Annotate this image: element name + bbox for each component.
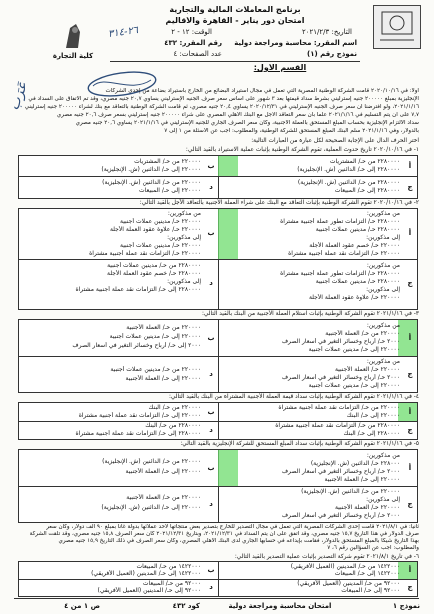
q4-prompt: ٤- في ٢٠٢١/١/١٦ تقوم الشركة الوطنية بإثبات سداد قيمة العملة الأجنبية المشتراة من البنك بالقيد التالي: (168, 394, 419, 400)
q4-option-b-line-1: ٢٢٠٠٠٠ من حـ/ البنك (148, 404, 201, 411)
exam-title: امتحان دور يناير - القاهرة والأقاليم (165, 17, 305, 25)
q3-option-b-line-2: ٢٢٠٠٠٠ إلى حـ/ مدينين عملات أجنبية (109, 333, 201, 340)
q3-option-d-line-1: ٢٢٠٠٠٠ من حـ/ مدينين عملات أجنبية (110, 366, 201, 373)
footer-code: كود ٤٣٢ (172, 602, 200, 610)
q2-option-d-line-4: ٢٢٨٠٠٠٠ إلى حـ/ التزامات نقد عملة أجنبية مشتراة (75, 286, 201, 293)
secondly-line-3: بهذا التاريخ شيكاً بالمبلغ المستحق بالدولار، فقامت بإيداعه في حسابها الجاري لدى البنك الأهلي المصري، وكان سعر الصرف في ذلك التاريخ ١٥,٩ جنيه مصري (58, 538, 419, 544)
secondly-line-2: صرف الدولار في هذا التاريخ ١٥,٧ جنيه مصري، وقد اتفق على أن يتم السداد في ٢٠٢١/١٢/٣١، وبتاريخ ٢٠٢١/١٢/٣١ كان سعر الصرف ١٥,٨ جنيه مصري، وقد تلقت الشركة (29, 531, 419, 537)
q2-option-a-line-2: ٢٢٨٠٠٠٠ حـ/ التزامات تطور عملة أجنبية مشتراة (280, 218, 400, 225)
q4-option-b-line-2: ٢٢٠٠٠٠ إلى حـ/ التزامات نقد عملة أجنبية مشتراة (78, 412, 201, 419)
handwritten-side-note: عَرَب (6, 79, 32, 113)
q3-prompt: ٣- في ٢٠٢١/١/١٦ تقوم الشركة الوطنية بإثبات استلام العملة الأجنبية من البنك بالقيد التالي: (201, 311, 419, 317)
q3-option-d-line-2: ٢٢٠٠٠٠ إلى حـ/ العملة الأجنبية (125, 375, 201, 382)
intro-line-6: بالدولار، وفي ٢٠٢١/١/١٦ سلم البنك المبلغ المستحق للشركة الوطنية، والمطلوب: أجب عن الأسئلة من ١ إلى ٧ (164, 128, 419, 134)
q2-option-c-line-3: ٢٢٨٠٠٠٠ حـ/ مدينين عملات أجنبية (315, 278, 400, 285)
q6-option-d-line-2: ٩٢٠٠٠ إلى حـ/ المدينين (العميل الأفريقي) (97, 587, 201, 594)
q5-option-a-line-4: ٢٢٠٠٠٠ إلى حـ/ العملة الأجنبية (324, 476, 400, 483)
q5-option-d-line-2: ٢٢٠٠٠٠ إلى حـ/ الدائنين (ش. الإنجليزية) (101, 504, 201, 511)
intro-line-2: الإنجليزية بمبلغ ٢٠٠٠٠٠ جنيه إسترليني بشرط سداد قيمتها بعد ٣ شهور على أساس سعر صرف الجنيه الإسترليني يساوي ٢٠,٧ جنيه مصري، وقد تم الاتفاق على السداد في (28, 96, 419, 102)
q6-option-c-line-1: ٩٢٠٠٠ من حـ/ المدينين (العميل الأفريقي) (297, 580, 400, 587)
q5-prompt: ٥- في ٢٠٢١/١/١٦ تقوم الشركة الوطنية بإثبات سداد المبلغ المستحق للشركة الإنجليزية بالقيد التالي: (180, 441, 419, 447)
q6-option-a-line-2: ١٤٢٢٠٠٠ إلى حـ/ المبيعات (334, 570, 400, 577)
college-name: كلية التجارة (52, 52, 94, 60)
q5-option-c-line-3: ٢٢٠٠٠٠ حـ/ العملة الأجنبية (334, 504, 400, 511)
university-logo (373, 5, 421, 49)
q2-option-a-line-1: من مذكورين: (366, 210, 400, 217)
q2-option-a-line-4: إلى مذكورين: (366, 234, 400, 241)
q6-option-a-line-1: ١٤٢٢٠٠٠ من حـ/ المدينين (العميل الأفريقي) (290, 563, 400, 570)
q2-option-a-line-3: ٢٢٨٠٠٠٠ حـ/ مدينين عملات أجنبية (315, 226, 400, 233)
q2-option-b-line-5: ٢٢٠٠٠٠ حـ/ مدينين عملات أجنبية (120, 242, 201, 249)
q4-options-table: أ ٢٢٠٠٠٠ من حـ/ التزامات نقد عملة أجنبية مشتراة ٢٢٠٠٠٠ إلى حـ/ البنك ب ٢٢٠٠٠٠ من حـ/ البنك ٢٢٠٠٠٠ إلى حـ/ التزامات نقد عملة أجنبية مشتراة ج ٢٢٨٠٠٠٠ من حـ/ التزامات نقد عملة أجنبية مشتراة ٢٢٨٠٠٠٠ إلى حـ/ البنك د ٢٢٨٠٠٠٠ من حـ/ البنك ٢٢٨٠٠٠٠ إلى حـ/ التزامات نقد عملة أجنبية مشتراة (18, 402, 418, 440)
q5-option-c-line-1: ٢٢٠٠٠٠ من حـ/ الدائنين (ش. الإنجليزية) (301, 488, 400, 495)
q2-option-b-line-6: ٢٢٠٠٠٠ حـ/ التزامات نقد عملة أجنبية مشتراة (89, 250, 201, 257)
q1-option-a-line-1: ٢٢٨٠٠٠٠ من حـ/ المشتريات (329, 158, 400, 165)
q2-option-b-line-3: ٢٢٠٠٠٠ حـ/ علاوة عقود العملة الأجلة (109, 226, 201, 233)
q3-options-table: أ من مذكورين: ٢٢٠٠٠٠ من حـ/ العملة الأجنبية ٢٠٠٠ حـ/ أرباح وخسائر التغير في أسعار الصرف ٢٢٠٠٠٠ إلى حـ/ مدينين عملات أجنبية ب ٢٢٠٠٠٠ من حـ/ العملة الأجنبية ٢٢٠٠٠٠ إلى حـ/ مدينين عملات أجنبية ٢٠٠٠ إلى حـ/ أرباح وخسائر التغير في أسعار الصرف ج من مذكورين: ٢٢٠٠٠٠ حـ/ العملة الأجنبية ٢٠٠٠ حـ/ أرباح وخسائر التغير في أسعار الصرف ٢٢٠٠٠٠ إلى حـ/ مدينين عملات أجنبية د ٢٢٠٠٠٠ من حـ/ مدينين عملات أجنبية ٢٢٠٠٠٠ إلى حـ/ العملة الأجنبية (18, 319, 418, 393)
course-code: رقم المقرر: ٤٣٢ (164, 39, 222, 47)
q5-option-a-line-2: ٢٢٨٠٠٠ حـ/ الدائنين (ش. الإنجليزية) (310, 460, 400, 467)
q2-option-d-line-3: إلى مذكورين: (167, 278, 201, 285)
q3-option-a-line-4: ٢٢٠٠٠٠ إلى حـ/ مدينين عملات أجنبية (308, 346, 400, 353)
intro-line-4: ٧,٧ على أن يتم التسليم في ٢٠٢١/١/١٦ علماً بأن سعر التعاقد الآجل مع البنك الأهلي المصري على شراء ٢٠٠٠٠٠ جنيه إسترليني بسعر صرف ٢٠,٦ جنيه مصري (56, 112, 419, 118)
q3-option-b-line-3: ٢٠٠٠ إلى حـ/ أرباح وخسائر التغير في أسعار الصرف (72, 342, 201, 349)
q6-options-table: أ ١٤٢٢٠٠٠ من حـ/ المدينين (العميل الأفريقي) ١٤٢٢٠٠٠ إلى حـ/ المبيعات ب ١٤٢٢٠٠٠ من حـ/ المبيعات ١٤٢٢٠٠٠ إلى حـ/ المدينين (العميل الأفريقي) ج ٩٢٠٠٠ من حـ/ المدينين (العميل الأفريقي) ٩٢٠٠٠ إلى حـ/ المبيعات د ٩٢٠٠٠ من حـ/ المبيعات ٩٢٠٠٠ إلى حـ/ المدينين (العميل الأفريقي) (18, 561, 418, 597)
q3-option-a-line-1: من مذكورين: (366, 322, 400, 329)
q2-option-b-line-1: من مذكورين: (167, 210, 201, 217)
q5-options-table: أ من مذكورين: ٢٢٨٠٠٠ حـ/ الدائنين (ش. الإنجليزية) ٢٠٠٠ حـ/ أرباح وخسائر التغير في أسعار الصرف ٢٢٠٠٠٠ إلى حـ/ العملة الأجنبية ب ٢٢٠٠٠٠ من حـ/ الدائنين (ش. الإنجليزية) ٢٢٠٠٠٠ إلى حـ/ العملة الأجنبية ج ٢٢٠٠٠٠ من حـ/ الدائنين (ش. الإنجليزية) إلى مذكورين: ٢٢٠٠٠٠ حـ/ العملة الأجنبية ٢٠٠٠ حـ/ أرباح وخسائر التغير في أسعار الصرف د ٢٢٠٠٠٠ من حـ/ العملة الأجنبية ٢٢٠٠٠٠ إلى حـ/ الدائنين (ش. الإنجليزية) (18, 449, 418, 523)
footer-page: ص ١ من ٤ (64, 602, 100, 610)
q6-option-b-line-1: ١٤٢٢٠٠٠ من حـ/ المبيعات (136, 563, 201, 570)
college-logo (56, 22, 90, 50)
exam-date: التاريخ: ٢٠٢١/٢/٣ (301, 28, 352, 36)
q1-option-a-line-2: ٢٢٨٠٠٠٠ إلى حـ/ الدائنين (ش. الإنجليزية) (297, 166, 400, 173)
intro-line-3: ٢٠٢١/١/١٦، ولو افترضنا أن سعر صرف الجنيه الإسترليني في ٢٠٢٠/١٢/٣١ يساوي ٢٠,٤ جنيه مصري، ثم قامت الشركة الوطنية بالتعاقد مع بنك لشراء ٢٠٠٠٠٠ جنيه إسترليني (24, 104, 419, 110)
q5-option-b-line-1: ٢٢٠٠٠٠ من حـ/ الدائنين (ش. الإنجليزية) (102, 458, 201, 465)
q2-option-c-line-5: ٢٢٠٠٠٠ حـ/ علاوة عقود العملة الأجلة (308, 294, 400, 301)
handwritten-code: ٢٦-٣١٤ (107, 24, 139, 41)
q2-option-b-line-4: إلى مذكورين: (167, 234, 201, 241)
q6-option-c-line-2: ٩٢٠٠٠ إلى حـ/ المبيعات (341, 587, 400, 594)
q1-option-c-line-2: ٢٢٨٠٠٠٠ إلى حـ/ المبيعات (334, 187, 400, 194)
q2-option-a-line-5: ٢٢٠٠٠٠ حـ/ خصم عقود العملة الأجلة (309, 242, 400, 249)
q4-option-c-line-2: ٢٢٨٠٠٠٠ إلى حـ/ البنك (343, 430, 400, 437)
q3-option-c-line-3: ٢٠٠٠ حـ/ أرباح وخسائر التغير في أسعار الصرف (281, 374, 400, 381)
intro-line-1: أولاً: في ٢٠٢٠/١٠/١٦ قامت الشركة الوطنية المصرية التي تعمل في مجال استيراد البضائع من الخارج باستيراد بضاعة من إحدى الشركات (105, 88, 419, 94)
q6-option-d-line-1: ٩٢٠٠٠ من حـ/ المبيعات (142, 580, 201, 587)
exam-time: الوقت: ١٢ - ٢ (171, 28, 212, 36)
q5-option-d-line-1: ٢٢٠٠٠٠ من حـ/ العملة الأجنبية (126, 494, 201, 501)
q2-option-c-line-4: إلى مذكورين: (366, 286, 400, 293)
q1-options-table: أ ٢٢٨٠٠٠٠ من حـ/ المشتريات ٢٢٨٠٠٠٠ إلى حـ/ الدائنين (ش. الإنجليزية) ب ٢٢٠٠٠٠ من حـ/ المشتريات ٢٢٠٠٠٠ إلى حـ/ الدائنين (ش. الإنجليزية) ج ٢٢٨٠٠٠٠ من حـ/ الدائنين (ش. الإنجليزية) ٢٢٨٠٠٠٠ إلى حـ/ المبيعات د ٢٢٠٠٠٠ من حـ/ الدائنين (ش. الإنجليزية) ٢٢٠٠٠٠ إلى حـ/ المبيعات (18, 155, 418, 199)
q5-option-a-line-3: ٢٠٠٠ حـ/ أرباح وخسائر التغير في أسعار الصرف (281, 468, 400, 475)
q2-prompt: ٢- في ٢٠٢٠/١٠/١٦ تقوم الشركة الوطنية بإثبات التعاقد مع البنك على شراء العملة الأجنبية بالتعاقد الآجل بالقيد التالي: (139, 200, 419, 206)
footer-divider (14, 598, 419, 599)
q6-option-b-line-2: ١٤٢٢٠٠٠ إلى حـ/ المدينين (العميل الأفريقي) (91, 570, 201, 577)
q1-option-d-line-1: ٢٢٠٠٠٠ من حـ/ الدائنين (ش. الإنجليزية) (102, 179, 201, 186)
q4-option-a-line-2: ٢٢٠٠٠٠ إلى حـ/ البنك (346, 412, 400, 419)
instruction: اختر الحرف الدال على الإجابة الصحيحة لكل عبارة من العبارات التالية: (251, 138, 419, 144)
q4-option-a-line-1: ٢٢٠٠٠٠ من حـ/ التزامات نقد عملة أجنبية مشتراة (278, 404, 400, 411)
q1-option-b-line-2: ٢٢٠٠٠٠ إلى حـ/ الدائنين (ش. الإنجليزية) (101, 166, 201, 173)
pharaoh-emblem-icon (56, 22, 90, 50)
q3-option-c-line-1: من مذكورين: (366, 358, 400, 365)
university-seal-icon (374, 6, 420, 48)
q2-option-d-line-2: ٢٢٨٠٠٠٠ حـ/ خصم عقود العملة الأجلة (107, 270, 201, 277)
q1-option-d-line-2: ٢٢٠٠٠٠ إلى حـ/ المبيعات (138, 187, 201, 194)
program-title: برنامج المعاملات المالية والتجارية (169, 6, 301, 14)
q3-option-a-line-3: ٢٠٠٠ حـ/ أرباح وخسائر التغير في أسعار الصرف (281, 338, 400, 345)
q4-option-d-line-1: ٢٢٨٠٠٠٠ من حـ/ البنك (145, 422, 201, 429)
q2-options-table: أ من مذكورين: ٢٢٨٠٠٠٠ حـ/ التزامات تطور عملة أجنبية مشتراة ٢٢٨٠٠٠٠ حـ/ مدينين عملات أجنبية إلى مذكورين: ٢٢٠٠٠٠ حـ/ خصم عقود العملة الأجلة ٢٢٠٠٠٠ حـ/ التزامات نقد عملة أجنبية مشتراة ب من مذكورين: ٢٢٠٠٠٠ حـ/ مدينين عملات أجنبية ٢٢٠٠٠٠ حـ/ علاوة عقود العملة الأجلة إلى مذكورين: ٢٢٠٠٠٠ حـ/ مدينين عملات أجنبية ٢٢٠٠٠٠ حـ/ التزامات نقد عملة أجنبية مشتراة ج من مذكورين: ٢٢٨٠٠٠٠ حـ/ التزامات تطور عملة أجنبية مشتراة ٢٢٨٠٠٠٠ حـ/ مدينين عملات أجنبية إلى مذكورين: ٢٢٠٠٠٠ حـ/ علاوة عقود العملة الأجلة د ٢٢٨٠٠٠٠ من حـ/ مدينين عملات أجنبية ٢٢٨٠٠٠٠ حـ/ خصم عقود العملة الأجلة إلى مذكورين: ٢٢٨٠٠٠٠ إلى حـ/ التزامات نقد عملة أجنبية مشتراة (18, 208, 418, 310)
secondly-line-4: والمطلوب: أجب عن السؤالين رقم ٦، ٧ (327, 545, 419, 551)
q6-prompt: ٦- في تاريخ ٢٠٢١/٨/١ تقوم شركة التصدير بإثبات عملية التصدير بالقيد التالي: (234, 554, 419, 560)
q5-option-a-line-1: من مذكورين: (366, 452, 400, 459)
q2-option-b-line-2: ٢٢٠٠٠٠ حـ/ مدينين عملات أجنبية (120, 218, 201, 225)
q4-option-d-line-2: ٢٢٨٠٠٠٠ إلى حـ/ التزامات نقد عملة أجنبية مشتراة (75, 430, 201, 437)
q1-option-c-line-1: ٢٢٨٠٠٠٠ من حـ/ الدائنين (ش. الإنجليزية) (297, 179, 400, 186)
q2-option-a-line-6: ٢٢٠٠٠٠ حـ/ التزامات نقد عملة أجنبية مشتراة (288, 250, 400, 257)
q3-option-c-line-2: ٢٢٠٠٠٠ حـ/ العملة الأجنبية (334, 366, 400, 373)
q3-option-c-line-4: ٢٢٠٠٠٠ إلى حـ/ مدينين عملات أجنبية (308, 382, 400, 389)
intro-line-5: سداد الالتزام الإنجليزية بحساب المبلغ المستحق بالعملة الأجنبية، وكان سعر الصرف الجاري للجنيه الإسترليني في ٢٠٢١/١/١٦ يساوي ٢٠,٦ جنيه مصري (75, 120, 419, 126)
section-title: القسم الأول: (253, 64, 307, 72)
footer-exam: امتحان محاسبة ومراجعة دولية (228, 602, 332, 610)
header-divider (110, 61, 360, 62)
footer-model: نموذج ١ (392, 602, 420, 610)
q5-option-c-line-2: إلى مذكورين: (366, 496, 400, 503)
course-name: اسم المقرر: محاسبة ومراجعة دولية (234, 39, 357, 47)
q2-option-c-line-1: من مذكورين: (366, 262, 400, 269)
model-number: نموذج رقم (١) (306, 50, 357, 58)
q1-option-b-line-1: ٢٢٠٠٠٠ من حـ/ المشتريات (134, 158, 201, 165)
q2-option-d-line-1: ٢٢٨٠٠٠٠ من حـ/ مدينين عملات أجنبية (107, 262, 201, 269)
q5-option-c-line-4: ٢٠٠٠ حـ/ أرباح وخسائر التغير في أسعار الصرف (281, 512, 400, 519)
q4-option-c-line-1: ٢٢٨٠٠٠٠ من حـ/ التزامات نقد عملة أجنبية مشتراة (275, 422, 400, 429)
q3-option-b-line-1: ٢٢٠٠٠٠ من حـ/ العملة الأجنبية (126, 324, 201, 331)
q1-prompt: ١- في ٢٠٢٠/١٠/١٦ تاريخ حدوث العملية، تقوم الشركة الوطنية بإثبات عملية الاستيراد بالقيد التالي: (185, 147, 419, 153)
q2-option-c-line-2: ٢٢٨٠٠٠٠ حـ/ التزامات تطور عملة أجنبية مشتراة (280, 270, 400, 277)
q5-option-b-line-2: ٢٢٠٠٠٠ إلى حـ/ العملة الأجنبية (125, 468, 201, 475)
secondly-line-1: ثانياً: في ٢٠٢١/٨/١ قامت إحدى الشركات المصرية التي تعمل في مجال التصدير للخارج بتصدير بعض منتجاتها لأحد عملائها بدولة غانا بمبلغ ٩٠ ألف دولار، وكان سعر (46, 524, 419, 530)
q3-option-a-line-2: ٢٢٠٠٠٠ من حـ/ العملة الأجنبية (325, 330, 400, 337)
page-count: عدد الصفحات: ٤ (173, 50, 222, 58)
